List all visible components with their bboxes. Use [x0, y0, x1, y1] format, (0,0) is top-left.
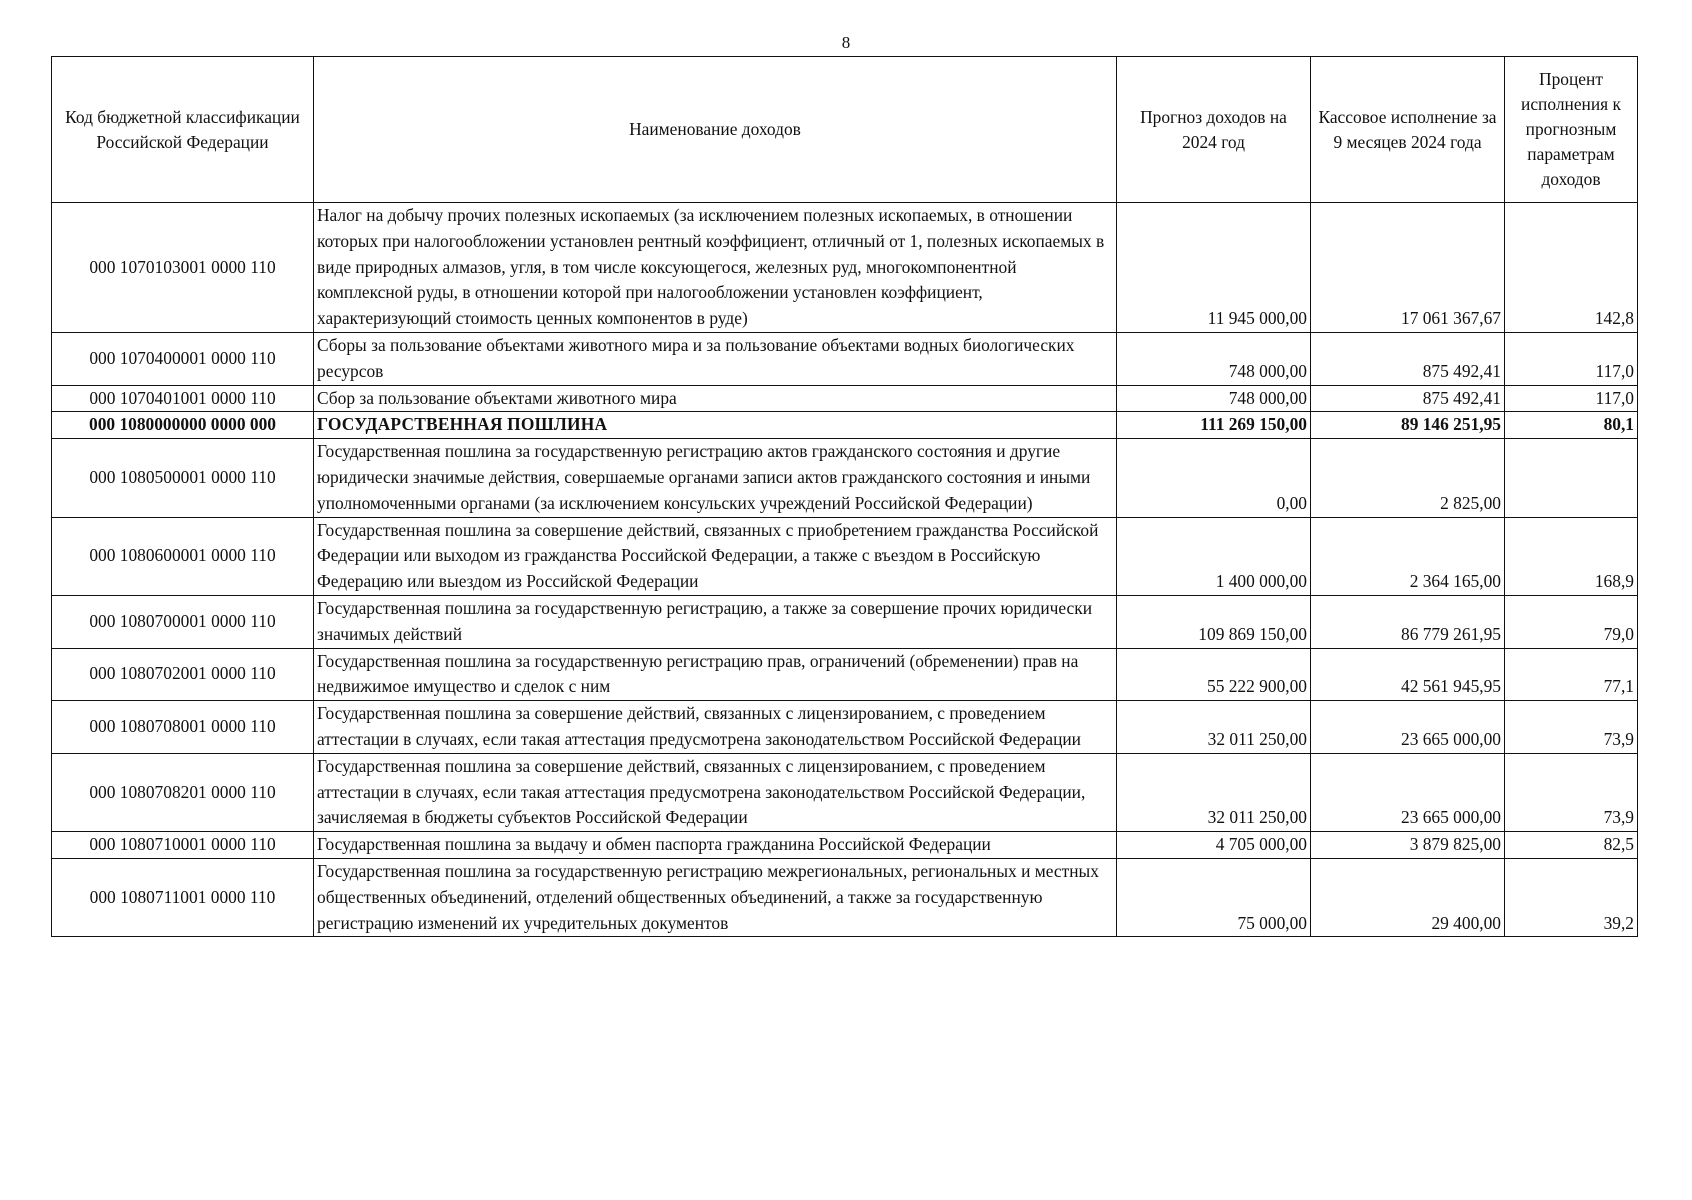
row-actual: 23 665 000,00: [1311, 753, 1505, 831]
row-code: 000 1080708201 0000 110: [52, 753, 314, 831]
table-row: [52, 203, 1638, 333]
row-code: 000 1080600001 0000 110: [52, 517, 314, 595]
header-forecast: Прогноз доходов на 2024 год: [1117, 57, 1311, 203]
row-percent: 142,8: [1505, 203, 1638, 333]
row-code: 000 1070103001 0000 110: [52, 203, 314, 333]
row-forecast: 109 869 150,00: [1117, 595, 1311, 648]
row-code: 000 1080500001 0000 110: [52, 439, 314, 517]
row-code: 000 1080708001 0000 110: [52, 701, 314, 754]
row-name: Государственная пошлина за государственную регистрацию, а также за совершение прочих юридически значимых действий: [314, 595, 1117, 648]
row-forecast: 748 000,00: [1117, 385, 1311, 412]
table-row: [52, 701, 1638, 754]
row-forecast: 111 269 150,00: [1117, 412, 1311, 439]
table-row: [52, 439, 1638, 517]
header-code: Код бюджетной классификации Российской Федерации: [52, 57, 314, 203]
header-percent: Процент исполнения к прогнозным параметрам доходов: [1505, 57, 1638, 203]
table-row: [52, 517, 1638, 595]
row-name: Сбор за пользование объектами животного мира: [314, 385, 1117, 412]
table-row: [52, 595, 1638, 648]
table-row: [52, 753, 1638, 831]
header-name: Наименование доходов: [314, 57, 1117, 203]
row-actual: 3 879 825,00: [1311, 832, 1505, 859]
row-name: Государственная пошлина за совершение действий, связанных с лицензированием, с проведением аттестации в случаях, если такая аттестация предусмотрена законодательством Российской Федерации: [314, 701, 1117, 754]
row-percent: 73,9: [1505, 701, 1638, 754]
row-actual: 89 146 251,95: [1311, 412, 1505, 439]
row-percent: 168,9: [1505, 517, 1638, 595]
row-name: Государственная пошлина за государственную регистрацию прав, ограничений (обременении) прав на недвижимое имущество и сделок с ним: [314, 648, 1117, 701]
row-actual: 29 400,00: [1311, 858, 1505, 936]
table-row: [52, 858, 1638, 936]
table-row: [52, 332, 1638, 385]
row-code: 000 1080700001 0000 110: [52, 595, 314, 648]
row-percent: 117,0: [1505, 332, 1638, 385]
row-forecast: 1 400 000,00: [1117, 517, 1311, 595]
row-code: 000 1070401001 0000 110: [52, 385, 314, 412]
row-forecast: 32 011 250,00: [1117, 701, 1311, 754]
table-row-section-total: [52, 412, 1638, 439]
row-name: Государственная пошлина за совершение действий, связанных с приобретением гражданства Российской Федерации или выходом из гражданства Российской Федерации, а также с въездом в Российскую Федерацию или выездом из Российской Федерации: [314, 517, 1117, 595]
row-name: Налог на добычу прочих полезных ископаемых (за исключением полезных ископаемых, в отношении которых при налогообложении установлен рентный коэффициент, отличный от 1, полезных ископаемых в виде природных алмазов, угля, в том числе коксующегося, железных руд, многокомпонентной комплексной руды, в отношении которой при налогообложении установлен коэффициент, характеризующий стоимость ценных компонентов в руде): [314, 203, 1117, 333]
row-actual: 42 561 945,95: [1311, 648, 1505, 701]
row-name: ГОСУДАРСТВЕННАЯ ПОШЛИНА: [314, 412, 1117, 439]
row-name: Государственная пошлина за совершение действий, связанных с лицензированием, с проведением аттестации в случаях, если такая аттестация предусмотрена законодательством Российской Федерации, зачисляемая в бюджеты субъектов Российской Федерации: [314, 753, 1117, 831]
page-number: 8: [841, 33, 851, 52]
row-actual: 23 665 000,00: [1311, 701, 1505, 754]
row-percent: 80,1: [1505, 412, 1638, 439]
row-actual: 17 061 367,67: [1311, 203, 1505, 333]
row-forecast: 55 222 900,00: [1117, 648, 1311, 701]
table-row: [52, 385, 1638, 412]
row-forecast: 75 000,00: [1117, 858, 1311, 936]
row-percent: 79,0: [1505, 595, 1638, 648]
row-code: 000 1070400001 0000 110: [52, 332, 314, 385]
row-actual: 2 825,00: [1311, 439, 1505, 517]
row-forecast: 0,00: [1117, 439, 1311, 517]
row-percent: 77,1: [1505, 648, 1638, 701]
row-code: 000 1080702001 0000 110: [52, 648, 314, 701]
row-actual: 875 492,41: [1311, 385, 1505, 412]
row-code: 000 1080000000 0000 000: [52, 412, 314, 439]
table-row: [52, 648, 1638, 701]
row-name: Государственная пошлина за государственную регистрацию актов гражданского состояния и другие юридически значимые действия, совершаемые органами записи актов гражданского состояния и иными уполномоченными органами (за исключением консульских учреждений Российской Федерации): [314, 439, 1117, 517]
header-row: [52, 57, 1638, 203]
row-actual: 875 492,41: [1311, 332, 1505, 385]
row-percent: 39,2: [1505, 858, 1638, 936]
row-actual: 2 364 165,00: [1311, 517, 1505, 595]
row-forecast: 11 945 000,00: [1117, 203, 1311, 333]
row-percent: [1505, 439, 1638, 517]
row-forecast: 748 000,00: [1117, 332, 1311, 385]
row-forecast: 4 705 000,00: [1117, 832, 1311, 859]
row-actual: 86 779 261,95: [1311, 595, 1505, 648]
header-actual: Кассовое исполнение за 9 месяцев 2024 года: [1311, 57, 1505, 203]
row-percent: 73,9: [1505, 753, 1638, 831]
table-header: [52, 57, 1638, 203]
table-row: [52, 832, 1638, 859]
row-name: Сборы за пользование объектами животного мира и за пользование объектами водных биологических ресурсов: [314, 332, 1117, 385]
row-code: 000 1080711001 0000 110: [52, 858, 314, 936]
row-code: 000 1080710001 0000 110: [52, 832, 314, 859]
row-name: Государственная пошлина за государственную регистрацию межрегиональных, региональных и местных общественных объединений, отделений общественных объединений, а также за государственную регистрацию изменений их учредительных документов: [314, 858, 1117, 936]
revenue-table: [51, 56, 1638, 937]
row-forecast: 32 011 250,00: [1117, 753, 1311, 831]
row-name: Государственная пошлина за выдачу и обмен паспорта гражданина Российской Федерации: [314, 832, 1117, 859]
row-percent: 82,5: [1505, 832, 1638, 859]
row-percent: 117,0: [1505, 385, 1638, 412]
table-body: [52, 203, 1638, 937]
